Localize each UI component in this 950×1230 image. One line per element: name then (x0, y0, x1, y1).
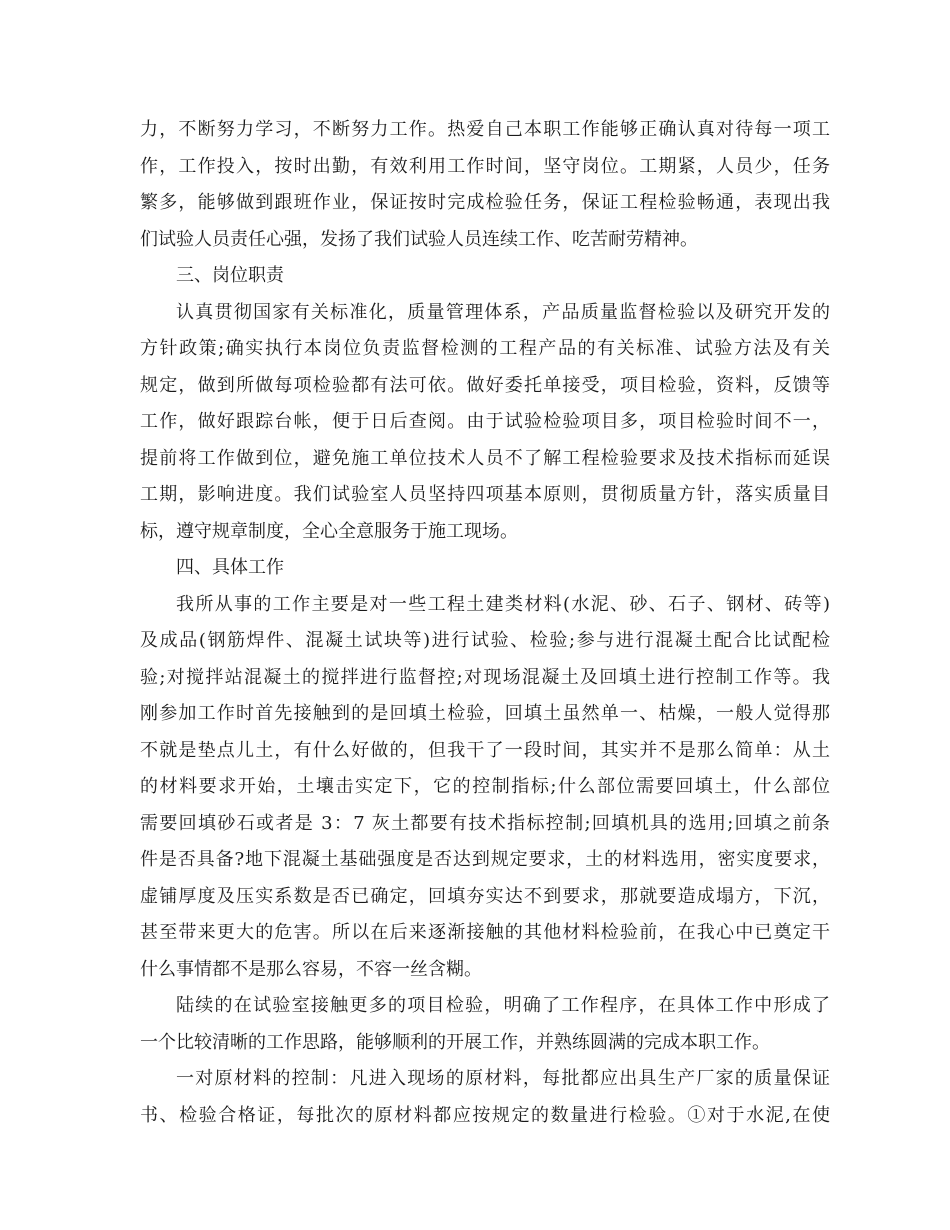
text-line: 的材料要求开始，土壤击实定下，它的控制指标;什么部位需要回填土，什么部位 (140, 776, 830, 797)
section-heading: 四、具体工作 (176, 557, 284, 578)
text-line: 什么事情都不是那么容易，不容一丝含糊。 (140, 958, 482, 980)
text-line: 一个比较清晰的工作思路，能够顺利的开展工作，并熟练圆满的完成本职工作。 (140, 1031, 770, 1053)
text-line: 需要回填砂石或者是 3：7 灰土都要有技术指标控制;回填机具的选用;回填之前条 (140, 812, 830, 834)
section-heading: 三、岗位职责 (176, 265, 284, 286)
text-line: 虚铺厚度及压实系数是否已确定，回填夯实达不到要求，那就要造成塌方，下沉， (140, 885, 830, 907)
text-line: 甚至带来更大的危害。所以在后来逐渐接触的其他材料检验前，在我心中已奠定干 (140, 922, 830, 943)
text-line: 验;对搅拌站混凝土的搅拌进行监督控;对现场混凝土及回填土进行控制工作等。我 (140, 666, 830, 688)
text-line: 件是否具备?地下混凝土基础强度是否达到规定要求，土的材料选用，密实度要求， (140, 849, 830, 870)
text-line: 工作，做好跟踪台帐，便于日后查阅。由于试验检验项目多，项目检验时间不一， (140, 411, 830, 432)
text-line: 及成品(钢筋焊件、混凝土试块等)进行试验、检验;参与进行混凝土配合比试配检 (140, 630, 830, 651)
text-line: 认真贯彻国家有关标准化，质量管理体系，产品质量监督检验以及研究开发的 (176, 301, 830, 323)
text-line: 繁多，能够做到跟班作业，保证按时完成检验任务，保证工程检验畅通，表现出我 (140, 192, 830, 213)
text-line: 刚参加工作时首先接触到的是回填土检验，回填土虽然单一、枯燥，一般人觉得那 (140, 703, 830, 724)
text-line: 方针政策;确实执行本岗位负责监督检测的工程产品的有关标准、试验方法及有关 (140, 338, 830, 359)
text-line: 规定，做到所做每项检验都有法可依。做好委托单接受，项目检验，资料，反馈等 (140, 374, 830, 396)
text-line: 作，工作投入，按时出勤，有效利用工作时间，坚守岗位。工期紧，人员少，任务 (140, 155, 830, 177)
text-line: 不就是垫点儿土，有什么好做的，但我干了一段时间，其实并不是那么简单：从土 (140, 739, 830, 761)
text-line: 们试验人员责任心强，发扬了我们试验人员连续工作、吃苦耐劳精神。 (140, 228, 698, 250)
text-line: 陆续的在试验室接触更多的项目检验，明确了工作程序，在具体工作中形成了 (176, 995, 830, 1016)
body-text (140, 112, 830, 1134)
text-line: 我所从事的工作主要是对一些工程土建类材料(水泥、砂、石子、钢材、砖等) (176, 593, 830, 615)
text-line: 力，不断努力学习，不断努力工作。热爱自己本职工作能够正确认真对待每一项工 (140, 119, 830, 140)
text-line: 提前将工作做到位，避免施工单位技术人员不了解工程检验要求及技术指标而延误 (140, 447, 830, 469)
text-line: 书、检验合格证，每批次的原材料都应按规定的数量进行检验。①对于水泥,在使 (140, 1104, 830, 1126)
text-line: 工期，影响进度。我们试验室人员坚持四项基本原则，贯彻质量方针，落实质量目 (140, 484, 830, 505)
text-line: 标，遵守规章制度，全心全意服务于施工现场。 (140, 520, 518, 542)
text-line: 一对原材料的控制：凡进入现场的原材料，每批都应出具生产厂家的质量保证 (176, 1068, 830, 1089)
